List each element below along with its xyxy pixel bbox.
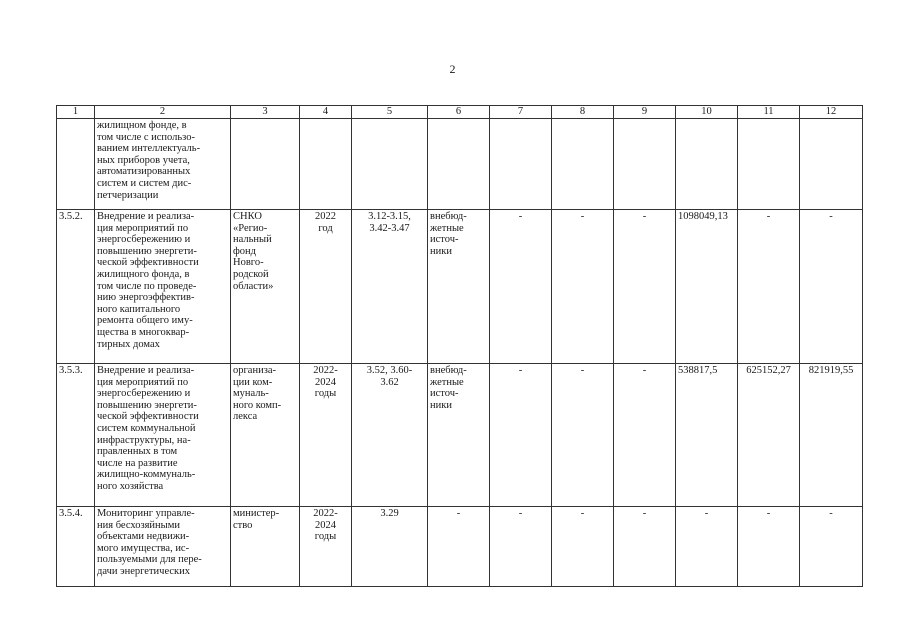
- table-header-row: [57, 106, 863, 119]
- value-cell: [676, 119, 738, 210]
- value-cell: [800, 119, 863, 210]
- column-header: 9: [614, 106, 676, 119]
- column-header: 4: [300, 106, 352, 119]
- row-number: 3.5.3.: [57, 364, 95, 507]
- value-cell: -: [490, 507, 552, 587]
- column-header: 1: [57, 106, 95, 119]
- row-number: [57, 119, 95, 210]
- table-row: [57, 507, 863, 587]
- value-cell: [738, 119, 800, 210]
- value-cell: -: [800, 507, 863, 587]
- term: 2022 год: [300, 210, 352, 364]
- activity-name: жилищном фонде, в том числе с использо- ванием интеллектуаль- ных приборов учета, автоматизированных систем и систем дис- петчеризации: [95, 119, 231, 210]
- value-cell: 625152,27: [738, 364, 800, 507]
- value-cell: 1098049,13: [676, 210, 738, 364]
- activity-name: Внедрение и реализа- ция мероприятий по энергосбережению и повышению энергети- ческой эффективности жилищного фонда, в том числе по проведе- нию энергоэффектив- ного капитального ремонта общего иму- щества в многоквар- тирных домах: [95, 210, 231, 364]
- executor: министер- ство: [231, 507, 300, 587]
- table-row: [57, 119, 863, 210]
- column-header: 8: [552, 106, 614, 119]
- indicators: 3.29: [352, 507, 428, 587]
- activities-table: [56, 105, 863, 587]
- value-cell: -: [552, 364, 614, 507]
- value-cell: -: [614, 210, 676, 364]
- value-cell: -: [614, 507, 676, 587]
- activity-name: Внедрение и реализа- ция мероприятий по энергосбережению и повышению энергети- ческой эффективности систем коммунальной инфраструктуры, на- правленных в том числе на развитие жилищно-коммуналь- ного хозяйства: [95, 364, 231, 507]
- column-header: 11: [738, 106, 800, 119]
- value-cell: 821919,55: [800, 364, 863, 507]
- funding-source: внебюд- жетные источ- ники: [428, 364, 490, 507]
- value-cell: -: [552, 507, 614, 587]
- column-header: 3: [231, 106, 300, 119]
- value-cell: -: [490, 364, 552, 507]
- page-number: 2: [449, 62, 456, 76]
- value-cell: -: [490, 210, 552, 364]
- column-header: 6: [428, 106, 490, 119]
- value-cell: -: [676, 507, 738, 587]
- value-cell: 538817,5: [676, 364, 738, 507]
- row-number: 3.5.4.: [57, 507, 95, 587]
- indicators: 3.12-3.15, 3.42-3.47: [352, 210, 428, 364]
- funding-source: -: [428, 507, 490, 587]
- value-cell: -: [738, 507, 800, 587]
- executor: [231, 119, 300, 210]
- value-cell: [490, 119, 552, 210]
- term: 2022- 2024 годы: [300, 364, 352, 507]
- column-header: 10: [676, 106, 738, 119]
- value-cell: -: [614, 364, 676, 507]
- column-header: 12: [800, 106, 863, 119]
- indicators: [352, 119, 428, 210]
- funding-source: [428, 119, 490, 210]
- column-header: 5: [352, 106, 428, 119]
- value-cell: [614, 119, 676, 210]
- value-cell: -: [738, 210, 800, 364]
- funding-source: внебюд- жетные источ- ники: [428, 210, 490, 364]
- activity-name: Мониторинг управле- ния бесхозяйными объектами недвижи- мого имущества, ис- пользуемыми для пере- дачи энергетических: [95, 507, 231, 587]
- value-cell: -: [800, 210, 863, 364]
- executor: СНКО «Регио- нальный фонд Новго- родской области»: [231, 210, 300, 364]
- table-row: [57, 210, 863, 364]
- value-cell: -: [552, 210, 614, 364]
- term: [300, 119, 352, 210]
- value-cell: [552, 119, 614, 210]
- term: 2022- 2024 годы: [300, 507, 352, 587]
- table-row: [57, 364, 863, 507]
- row-number: 3.5.2.: [57, 210, 95, 364]
- column-header: 2: [95, 106, 231, 119]
- executor: организа- ции ком- муналь- ного комп- лекса: [231, 364, 300, 507]
- column-header: 7: [490, 106, 552, 119]
- indicators: 3.52, 3.60- 3.62: [352, 364, 428, 507]
